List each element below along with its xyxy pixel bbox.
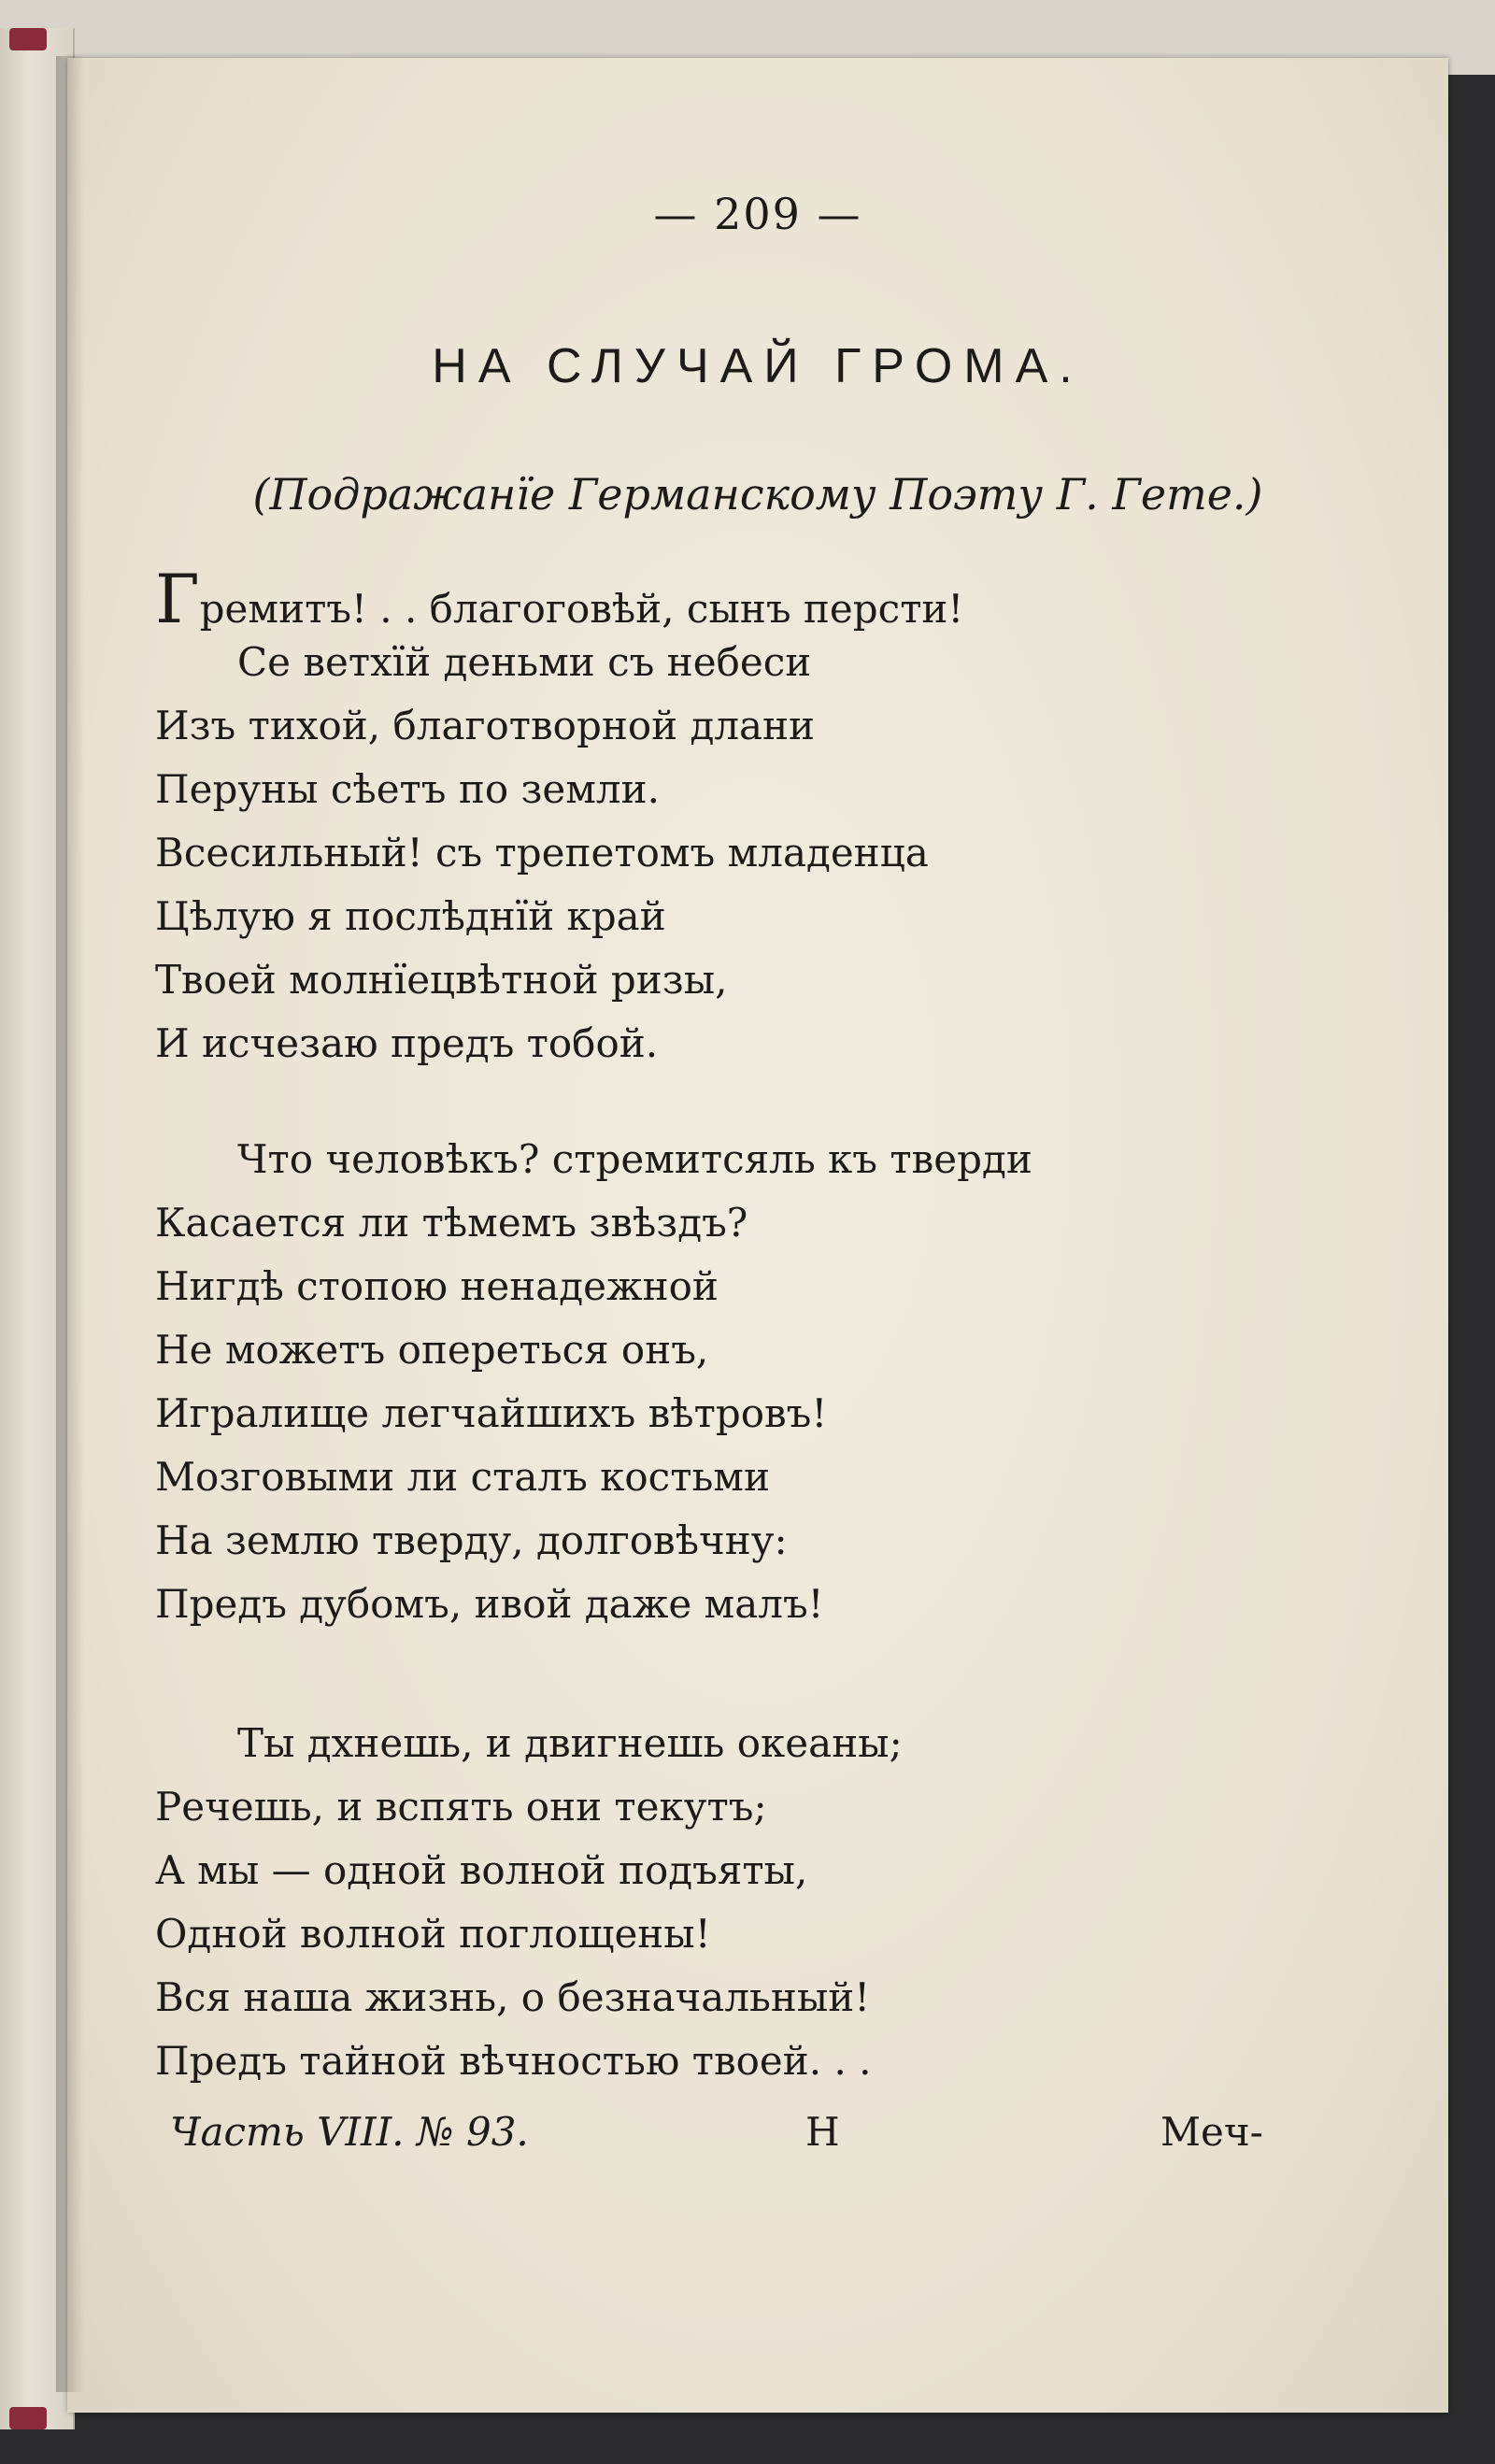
stanza-line: Цѣлую я послѣднїй край — [155, 893, 666, 939]
part-number: Часть VIII. № 93. — [170, 2109, 529, 2155]
signature-mark: Н — [805, 2109, 840, 2155]
stanza-line: Игралище легчайшихъ вѣтровъ! — [155, 1390, 828, 1436]
stanza-line: И исчезаю предъ тобой. — [155, 1020, 659, 1066]
stanza-line: Перуны сѣетъ по земли. — [155, 766, 660, 812]
stanza-3 — [155, 1712, 903, 2093]
stanza-line: Касается ли тѣмемъ звѣздъ? — [155, 1200, 748, 1246]
book-page — [67, 58, 1448, 2413]
stanza-1 — [155, 560, 964, 1075]
catchword: Меч- — [1160, 2109, 1263, 2155]
stanza-line — [155, 560, 964, 638]
stanza-line: Мозговыми ли сталъ костьми — [155, 1454, 770, 1500]
stanza-line: Вся наша жизнь, о безначальный! — [155, 1974, 871, 2020]
stanza-line: Не можетъ опереться онъ, — [155, 1327, 709, 1373]
page-number: — 209 — — [653, 189, 862, 239]
stanza-line: Одной волной поглощены! — [155, 1911, 711, 1957]
line-text: ремитъ! . . благоговѣй, сынъ персти! — [199, 586, 964, 632]
stanza-line: А мы — одной волной подъяты, — [155, 1847, 808, 1893]
stanza-line: На землю тверду, долговѣчну: — [155, 1517, 788, 1563]
stanza-line: Всесильный! съ трепетомъ младенца — [155, 830, 929, 876]
stanza-line: Изъ тихой, благотворной длани — [155, 703, 816, 748]
stanza-2 — [155, 1128, 1032, 1636]
drop-cap: Г — [155, 560, 200, 638]
stanza-line: Нигдѣ стопою ненадежной — [155, 1263, 719, 1309]
poem-title: НА СЛУЧАЙ ГРОМА. — [432, 339, 1084, 393]
stanza-line: Предъ тайной вѣчностью твоей. . . — [155, 2038, 872, 2084]
stanza-line: Речешь, и вспять они текутъ; — [155, 1784, 767, 1830]
poem-subtitle: (Подражанїе Германскому Поэту Г. Гете.) — [252, 469, 1263, 520]
stanza-line: Ты дхнешь, и двигнешь океаны; — [237, 1720, 903, 1766]
stanza-line: Твоей молнїецвѣтной ризы, — [155, 957, 728, 1003]
binding-ribbon-top — [9, 28, 47, 50]
stanza-line: Се ветхїй деньми съ небеси — [237, 639, 812, 685]
binding-ribbon-bottom — [9, 2407, 47, 2429]
stanza-line: Предъ дубомъ, ивой даже малъ! — [155, 1581, 824, 1627]
stanza-line: Что человѣкъ? стремитсяль къ тверди — [237, 1136, 1032, 1182]
spine-shadow — [56, 56, 84, 2392]
